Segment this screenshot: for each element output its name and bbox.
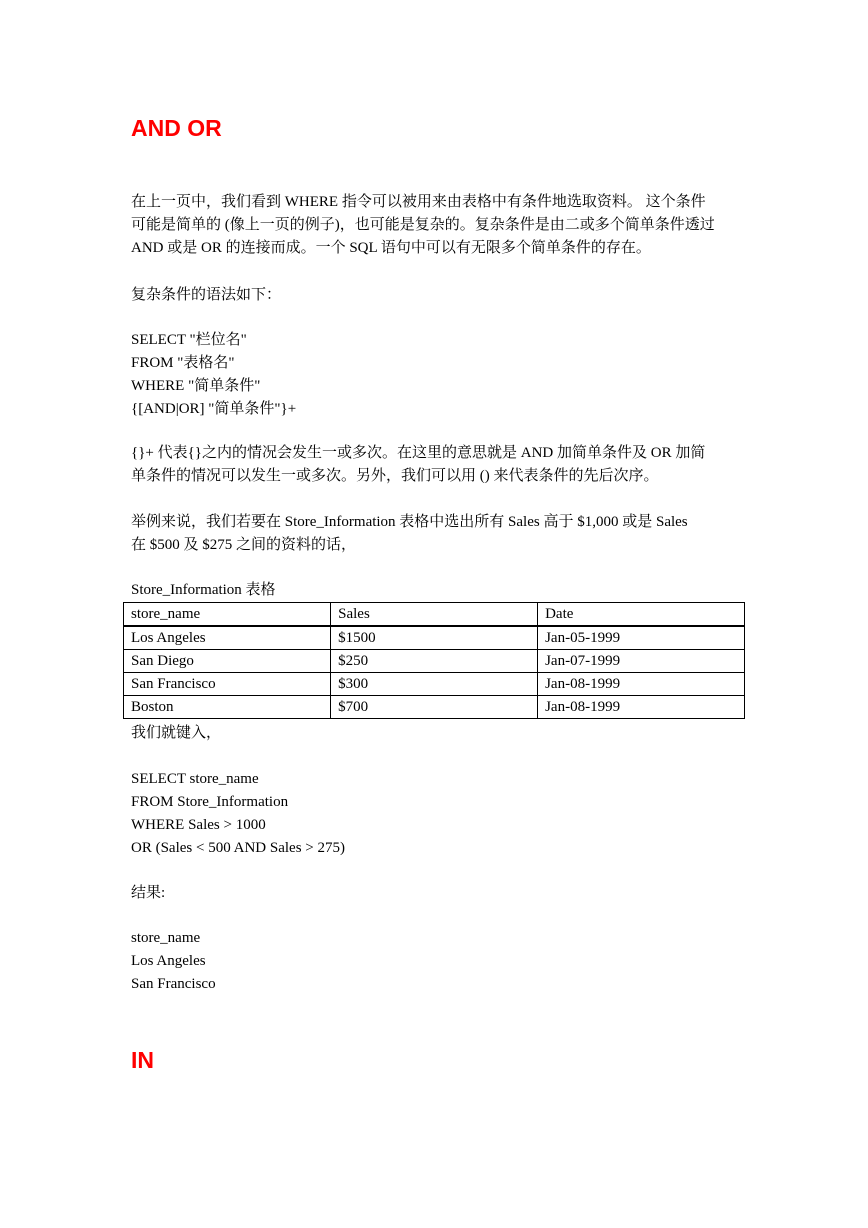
query-block (131, 768, 345, 860)
result-block (131, 927, 216, 996)
example-paragraph (131, 511, 737, 557)
example-line: 在 $500 及 $275 之间的资料的话， (131, 537, 357, 553)
syntax-block (131, 329, 296, 421)
explain-line: {}+ 代表{}之内的情况会发生一或多次。在这里的意思就是 AND 加简单条件及 OR 加简 (131, 445, 706, 461)
table-cell: $300 (331, 673, 538, 696)
result-line: San Francisco (131, 976, 216, 992)
table-row (124, 626, 745, 650)
result-line: store_name (131, 930, 201, 946)
syntax-line: {[AND|OR] "简单条件"}+ (131, 401, 297, 417)
table-row (124, 673, 745, 696)
table-row (124, 650, 745, 673)
table-header-cell: store_name (124, 603, 331, 627)
table-cell: Jan-08-1999 (538, 673, 745, 696)
store-information-table (123, 602, 745, 719)
result-line: Los Angeles (131, 953, 206, 969)
result-label: 结果: (131, 885, 166, 901)
table-cell: Boston (124, 696, 331, 719)
intro-line: AND 或是 OR 的连接而成。一个 SQL 语句中可以有无限多个简单条件的存在。 (131, 240, 651, 256)
table-cell: Los Angeles (124, 626, 331, 650)
table-header-cell: Sales (331, 603, 538, 627)
query-line: FROM Store_Information (131, 794, 289, 810)
syntax-line: WHERE "简单条件" (131, 378, 261, 394)
table-row (124, 696, 745, 719)
table-caption: Store_Information 表格 (131, 582, 276, 598)
syntax-line: FROM "表格名" (131, 355, 235, 371)
heading-in: IN (131, 1047, 154, 1073)
table-cell: $250 (331, 650, 538, 673)
heading-and-or: AND OR (131, 115, 222, 141)
we-type-text: 我们就键入， (131, 725, 222, 741)
query-line: OR (Sales < 500 AND Sales > 275) (131, 840, 345, 856)
table-header-cell: Date (538, 603, 745, 627)
table-cell: $1500 (331, 626, 538, 650)
query-line: WHERE Sales > 1000 (131, 817, 266, 833)
query-line: SELECT store_name (131, 771, 259, 787)
table-cell: San Francisco (124, 673, 331, 696)
explain-line: 单条件的情况可以发生一或多次。另外，我们可以用 () 来代表条件的先后次序。 (131, 468, 659, 484)
explain-paragraph (131, 442, 737, 488)
table-cell: Jan-08-1999 (538, 696, 745, 719)
intro-paragraph (131, 191, 737, 260)
table-cell: San Diego (124, 650, 331, 673)
syntax-intro: 复杂条件的语法如下： (131, 287, 282, 303)
intro-line: 可能是简单的 (像上一页的例子)，也可能是复杂的。复杂条件是由二或多个简单条件透过 (131, 217, 715, 233)
table-cell: Jan-05-1999 (538, 626, 745, 650)
syntax-line: SELECT "栏位名" (131, 332, 247, 348)
intro-line: 在上一页中，我们看到 WHERE 指令可以被用来由表格中有条件地选取资料。 这个条件 (131, 194, 706, 210)
table-header-row (124, 603, 745, 627)
table-cell: $700 (331, 696, 538, 719)
example-line: 举例来说，我们若要在 Store_Information 表格中选出所有 Sales 高于 $1,000 或是 Sales (131, 514, 688, 530)
table-cell: Jan-07-1999 (538, 650, 745, 673)
